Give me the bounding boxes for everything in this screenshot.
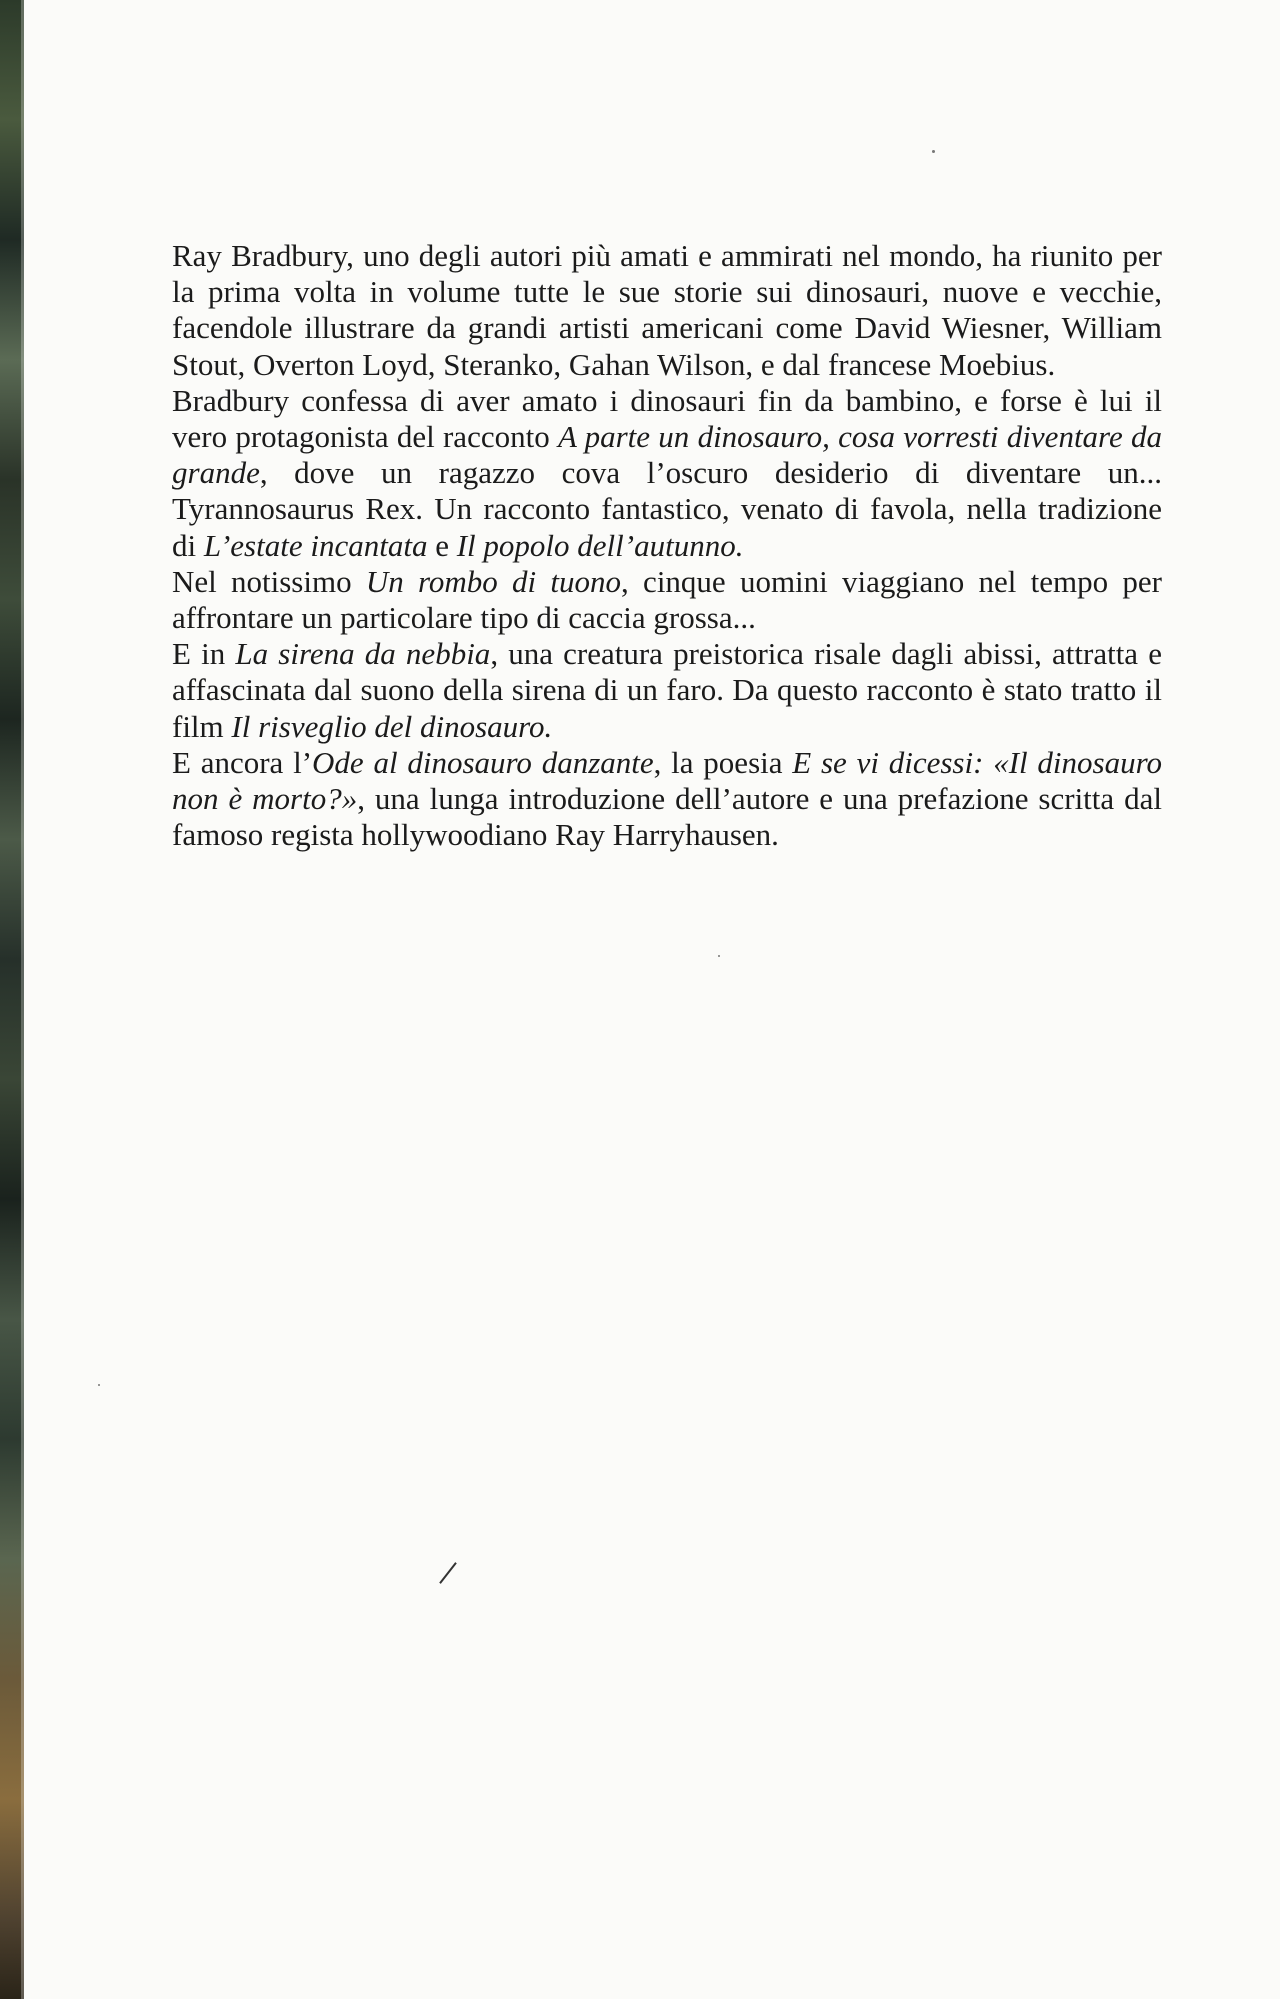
paper-speck: [718, 955, 720, 957]
poem-title: E se vi dicessi: «Il dinosauro non è morto?»: [172, 744, 1162, 817]
book-title: L’estate incantata: [203, 527, 428, 563]
story-title: Un rombo di tuono: [365, 563, 622, 599]
paper-speck: [98, 1384, 100, 1386]
blurb-paragraph-1: [172, 238, 1162, 383]
blurb-paragraph-4: [172, 636, 1162, 745]
blurb-text: Nel notissimo: [172, 563, 366, 599]
blurb-paragraph-3: [172, 564, 1162, 636]
pencil-mark: [439, 1562, 457, 1584]
blurb-paragraph-2: [172, 383, 1162, 564]
story-title: La sirena da nebbia: [235, 636, 491, 672]
paper-speck: [932, 150, 935, 153]
blurb-text: , la poesia: [653, 744, 793, 780]
blurb-text: Ray Bradbury, uno degli autori più amati e ammirati nel mondo, ha riunito per la prima volta in volume tutte le sue storie sui dinosauri, nuove e vecchie, facendole illustrare da grandi artisti americani come David Wiesner, William Stout, Overton Loyd, Steranko, Gahan Wilson, e dal francese Moebius.: [172, 238, 1162, 382]
blurb-text: E in: [172, 636, 236, 672]
blurb-paragraph-5: [172, 745, 1162, 854]
blurb-text: , cinque uomini viaggiano nel tempo per affrontare un particolare tipo di caccia grossa...: [172, 563, 1162, 636]
film-title: Il risveglio del dinosauro.: [231, 708, 553, 744]
blurb-text: , una creatura preistorica risale dagli abissi, attratta e affascinata dal suono della sirena di un faro. Da questo racconto è stato tratto il film: [172, 636, 1162, 744]
cover-blurb: [172, 238, 1162, 853]
blurb-text: Bradbury confessa di aver amato i dinosauri fin da bambino, e forse è lui il vero protagonista del racconto: [172, 382, 1162, 455]
blurb-text: , dove un ragazzo cova l’oscuro desiderio di diventare un... Tyrannosaurus Rex. Un racconto fantastico, venato di favola, nella tradizione di: [172, 455, 1162, 563]
book-title: Il popolo dell’autunno.: [456, 527, 744, 563]
blurb-text: E ancora l’: [172, 744, 313, 780]
cover-spine-edge: [0, 0, 24, 1999]
story-title: A parte un dinosauro, cosa vorresti diventare da grande: [172, 419, 1162, 491]
blurb-text: e: [427, 527, 457, 563]
poem-title: Ode al dinosauro danzante: [312, 744, 654, 780]
blurb-text: , una lunga introduzione dell’autore e una prefazione scritta dal famoso regista hollywoodiano Ray Harryhausen.: [172, 781, 1162, 853]
